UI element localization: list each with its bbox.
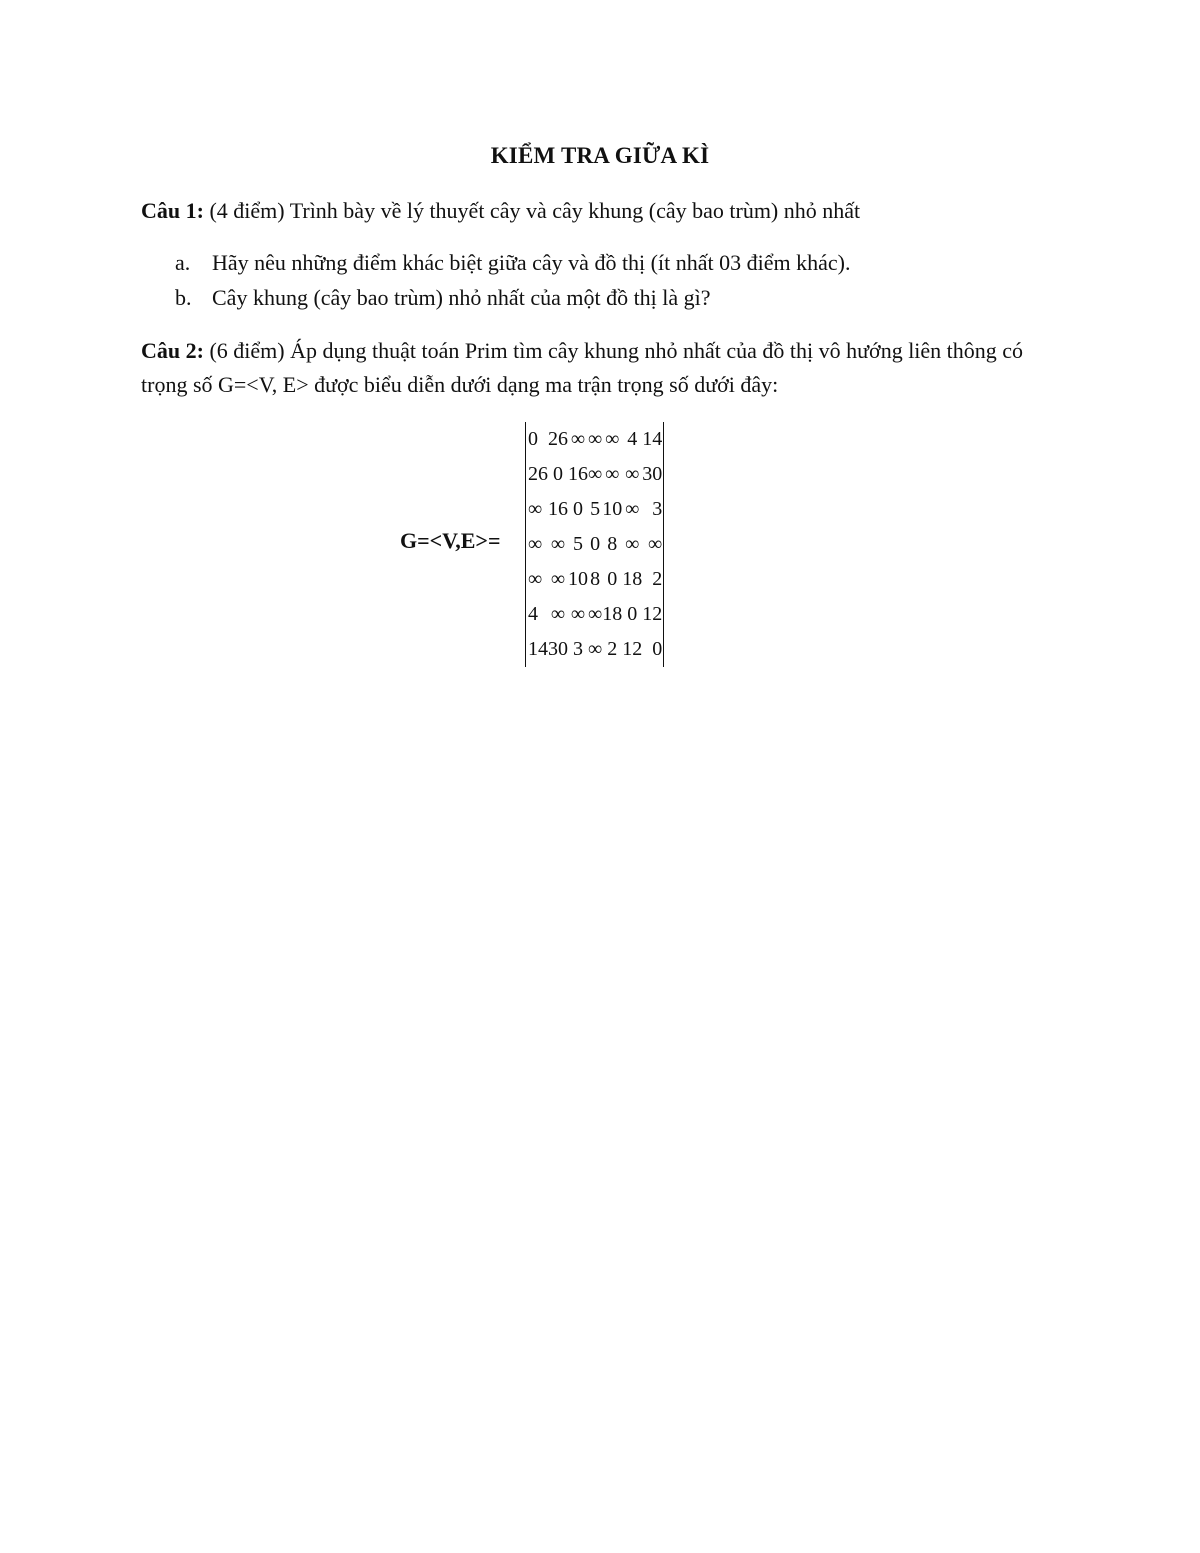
matrix-cell: 16 (548, 498, 568, 520)
matrix-cell: 5 (573, 533, 583, 555)
matrix-cell: 30 (642, 463, 663, 485)
matrix-cell: ∞ (570, 428, 586, 450)
matrix-cell: 3 (652, 498, 663, 520)
matrix-cell: 3 (573, 638, 583, 660)
question-1-item-b (175, 281, 711, 315)
matrix-cell: 0 (573, 498, 583, 520)
matrix-cell: 8 (590, 568, 601, 590)
matrix-cell: 12 (622, 638, 643, 660)
question-2-label: Câu 2: (141, 338, 204, 363)
matrix-cell: ∞ (605, 463, 620, 485)
matrix-cell: 0 (590, 533, 601, 555)
matrix-row (526, 422, 664, 457)
matrix-cell: ∞ (528, 533, 543, 555)
matrix-cell: ∞ (625, 463, 640, 485)
matrix-cell: ∞ (528, 568, 543, 590)
matrix-row (526, 632, 664, 667)
matrix-cell: 2 (607, 638, 618, 660)
matrix-table (525, 422, 664, 667)
item-marker: b. (175, 285, 192, 310)
matrix-row (526, 527, 664, 562)
matrix-cell: 0 (553, 463, 563, 485)
matrix-cell: ∞ (625, 498, 640, 520)
item-marker: a. (175, 250, 191, 275)
matrix-cell: 4 (627, 428, 638, 450)
question-2-text: (6 điểm) Áp dụng thuật toán Prim tìm cây khung nhỏ nhất của đồ thị vô hướng liên thông có trọng số G=<V, E> được biểu diễn dưới dạng ma trận trọng số dưới đây: (141, 338, 1024, 397)
matrix-cell: ∞ (588, 428, 603, 450)
matrix-row (526, 562, 664, 597)
matrix-row (526, 492, 664, 527)
question-1 (141, 194, 1041, 228)
matrix-cell: 0 (652, 638, 663, 660)
matrix-row (526, 597, 664, 632)
matrix-cell: ∞ (550, 533, 566, 555)
matrix-cell: 16 (568, 463, 588, 485)
matrix-label: G=<V,E>= (400, 528, 501, 553)
matrix-cell: ∞ (570, 603, 586, 625)
matrix-cell: ∞ (625, 533, 640, 555)
matrix-cell: 14 (642, 428, 663, 450)
matrix-cell: ∞ (588, 463, 603, 485)
matrix-cell: 5 (590, 498, 601, 520)
matrix-cell: ∞ (648, 533, 663, 555)
matrix-cell: ∞ (588, 638, 603, 660)
question-2 (141, 334, 1041, 402)
matrix-cell: 14 (528, 638, 548, 660)
matrix-cell: ∞ (605, 428, 620, 450)
matrix-cell: 0 (627, 603, 638, 625)
item-text: Hãy nêu những điểm khác biệt giữa cây và đồ thị (ít nhất 03 điểm khác). (212, 250, 851, 275)
matrix-cell: 2 (652, 568, 663, 590)
matrix-cell: 30 (548, 638, 568, 660)
matrix-cell: 26 (528, 463, 548, 485)
question-1-item-a (175, 246, 850, 280)
matrix-cell: 0 (607, 568, 618, 590)
matrix-cell: 26 (548, 428, 568, 450)
matrix-row (526, 457, 664, 492)
matrix-cell: ∞ (550, 568, 566, 590)
matrix-cell: 12 (642, 603, 663, 625)
matrix-cell: 10 (568, 568, 588, 590)
matrix-cell: 0 (528, 428, 538, 450)
matrix-cell: ∞ (550, 603, 566, 625)
exam-title: KIỂM TRA GIỮA KÌ (490, 143, 710, 168)
matrix-cell: 18 (622, 568, 643, 590)
item-text: Cây khung (cây bao trùm) nhỏ nhất của một đồ thị là gì? (212, 285, 711, 310)
matrix-cell: 8 (607, 533, 618, 555)
question-1-label: Câu 1: (141, 198, 204, 223)
question-1-text: (4 điểm) Trình bày về lý thuyết cây và cây khung (cây bao trùm) nhỏ nhất (203, 198, 861, 223)
matrix-cell: 18 (602, 603, 623, 625)
matrix-cell: ∞ (588, 603, 603, 625)
matrix-cell: 4 (528, 603, 538, 625)
matrix-cell: ∞ (528, 498, 543, 520)
matrix-cell: 10 (602, 498, 623, 520)
